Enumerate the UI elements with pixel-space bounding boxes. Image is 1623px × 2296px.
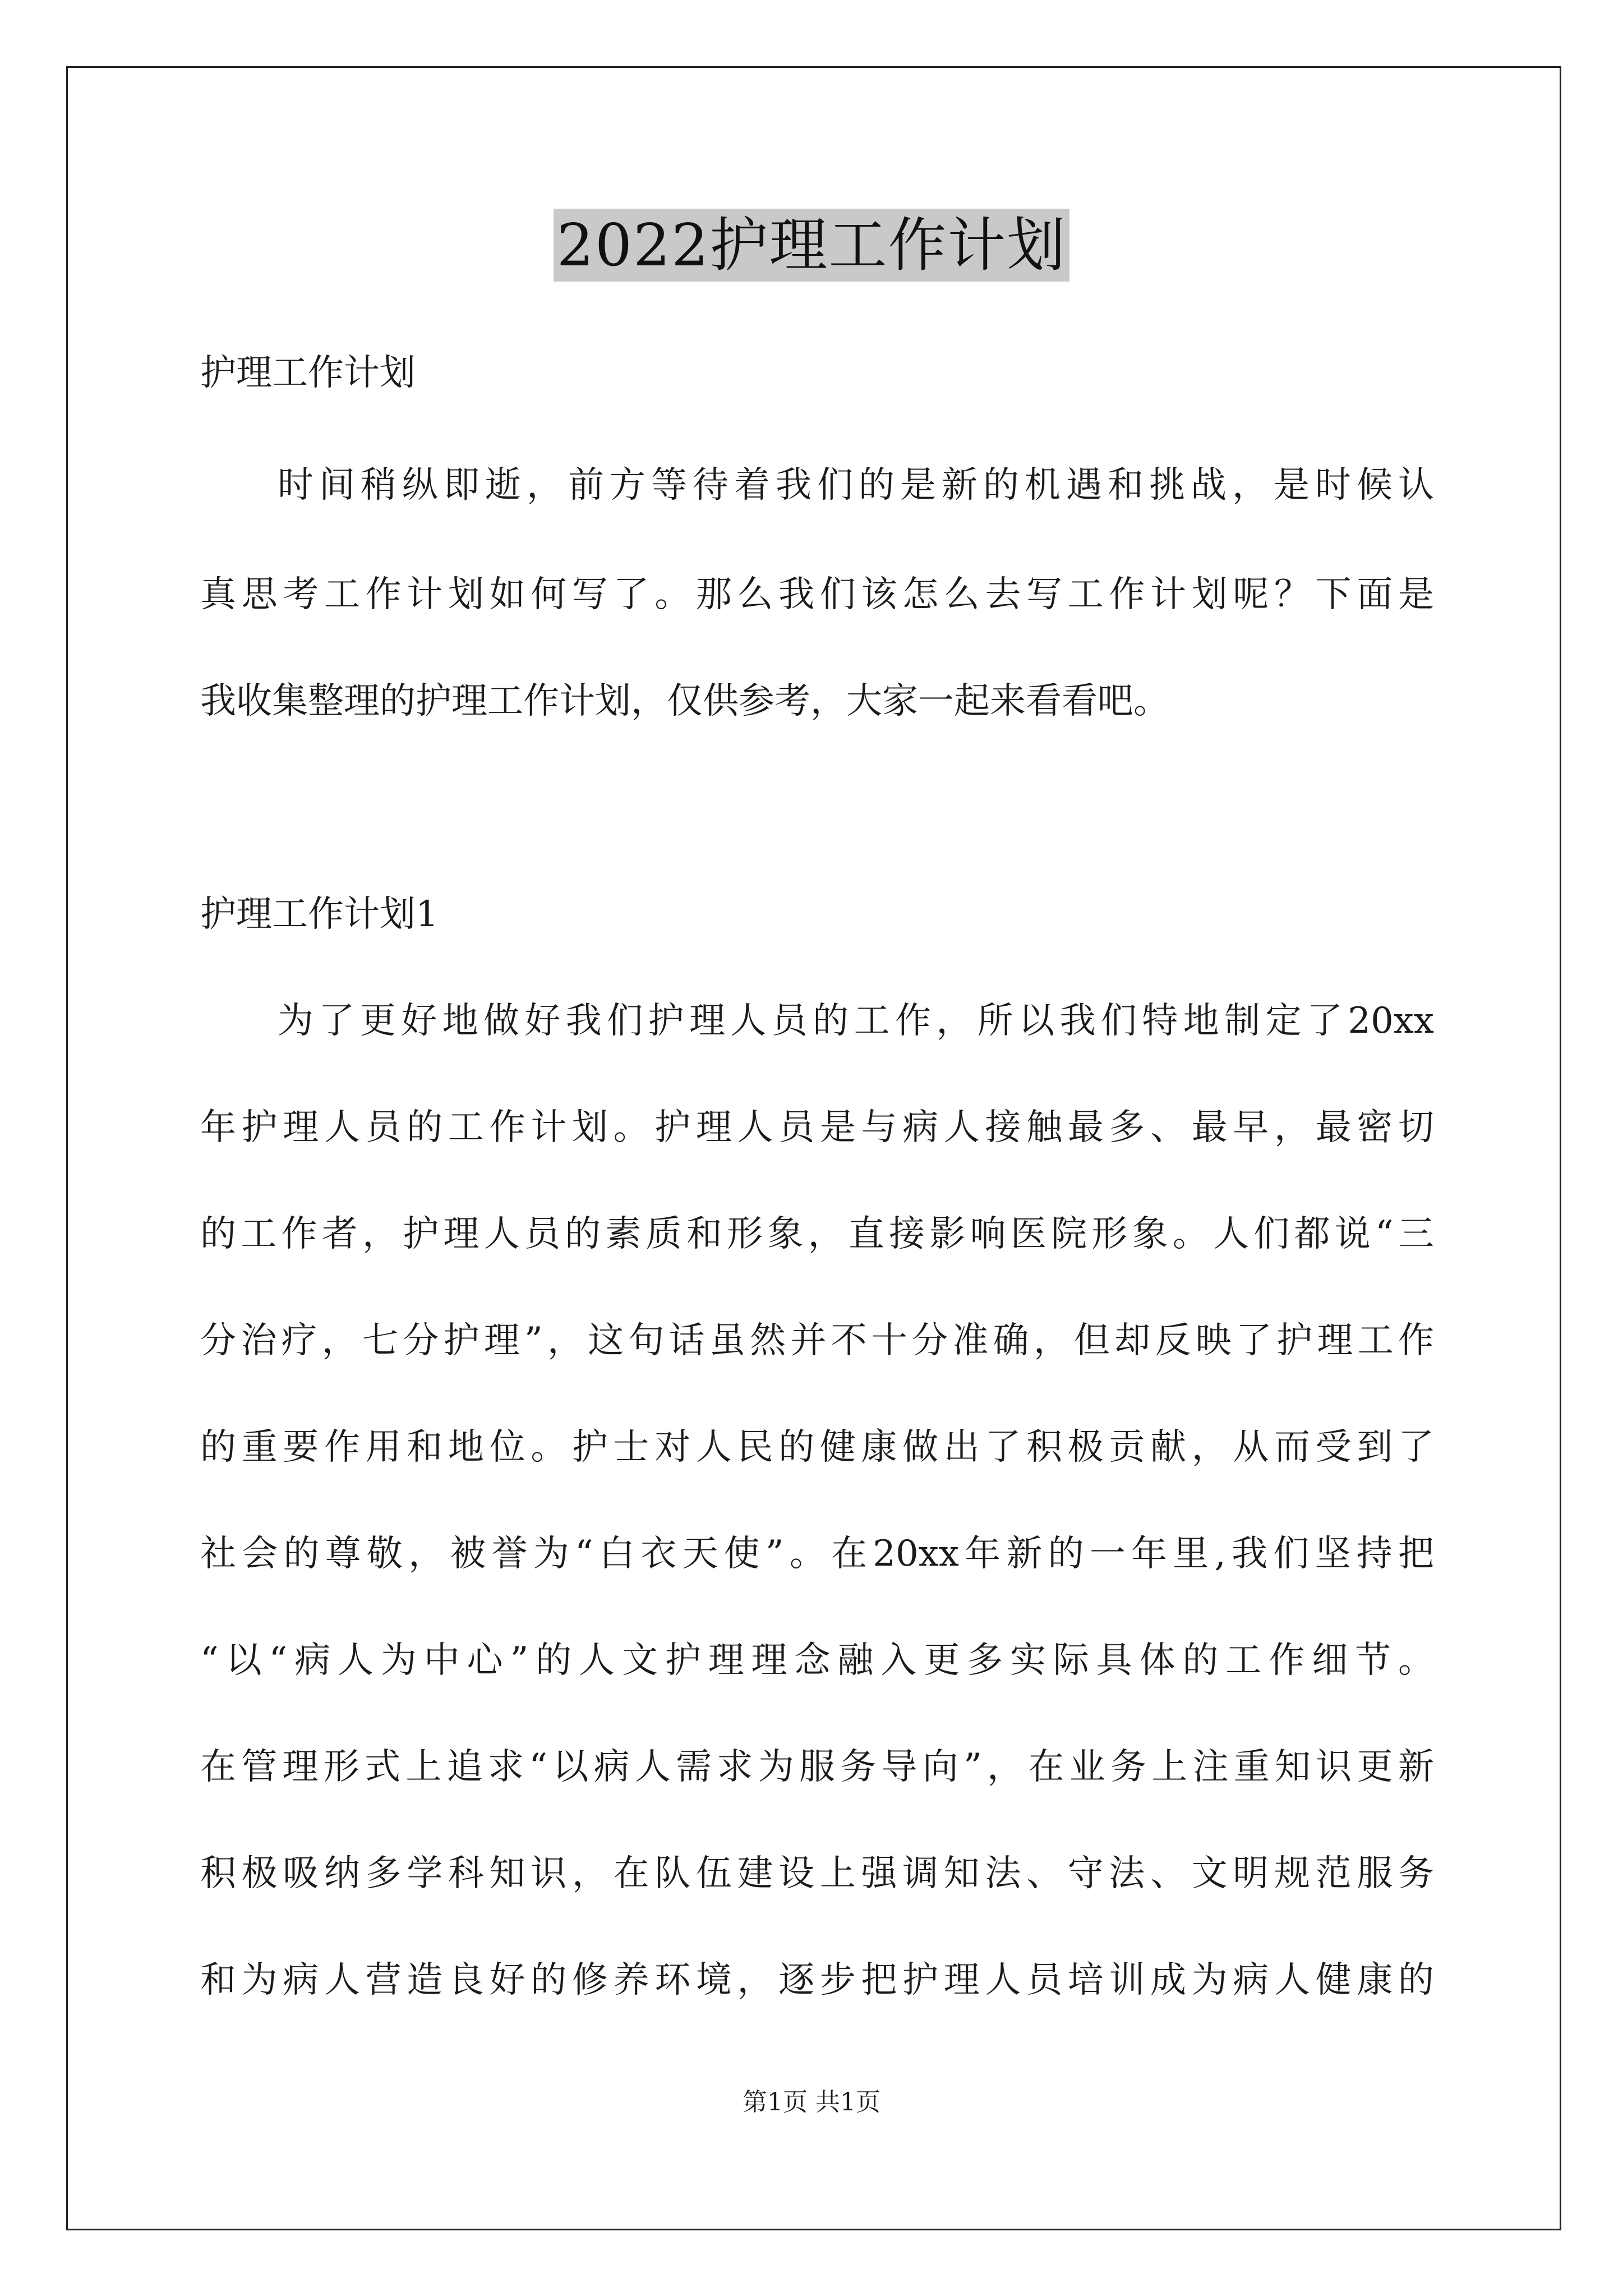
section1-line: 的工作者，护理人员的素质和形象，直接影响医院形象。人们都说“三 — [200, 1213, 1434, 1255]
section1-line: 积极吸纳多学科知识，在队伍建设上强调知法、守法、文明规范服务 — [200, 1853, 1434, 1894]
intro-line: 时间稍纵即逝，前方等待着我们的是新的机遇和挑战，是时候认 — [278, 464, 1434, 506]
section1-line: 分治疗，七分护理”，这句话虽然并不十分准确，但却反映了护理工作 — [200, 1320, 1434, 1361]
intro-line: 我收集整理的护理工作计划，仅供参考，大家一起来看看吧。 — [200, 680, 1169, 722]
section1-line: “以“病人为中心”的人文护理理念融入更多实际具体的工作细节。 — [200, 1640, 1434, 1681]
document-title: 2022护理工作计划 — [554, 209, 1070, 282]
section1-line: 和为病人营造良好的修养环境，逐步把护理人员培训成为病人健康的 — [200, 1959, 1434, 2001]
section1-line: 社会的尊敬，被誉为“白衣天使”。在20xx年新的一年里,我们坚持把 — [200, 1533, 1434, 1575]
intro-line: 真思考工作计划如何写了。那么我们该怎么去写工作计划呢？下面是 — [200, 574, 1434, 615]
intro-heading: 护理工作计划 — [200, 352, 416, 394]
section1-line: 的重要作用和地位。护士对人民的健康做出了积极贡献，从而受到了 — [200, 1427, 1434, 1468]
section1-line: 年护理人员的工作计划。护理人员是与病人接触最多、最早，最密切 — [200, 1107, 1434, 1148]
section1-heading: 护理工作计划1 — [200, 894, 439, 935]
section1-line: 为了更好地做好我们护理人员的工作，所以我们特地制定了20xx — [278, 1000, 1434, 1042]
section1-line: 在管理形式上追求“以病人需求为服务导向”，在业务上注重知识更新 — [200, 1746, 1434, 1788]
page-footer: 第1页 共1页 — [743, 2088, 880, 2116]
title-container — [0, 209, 1623, 282]
